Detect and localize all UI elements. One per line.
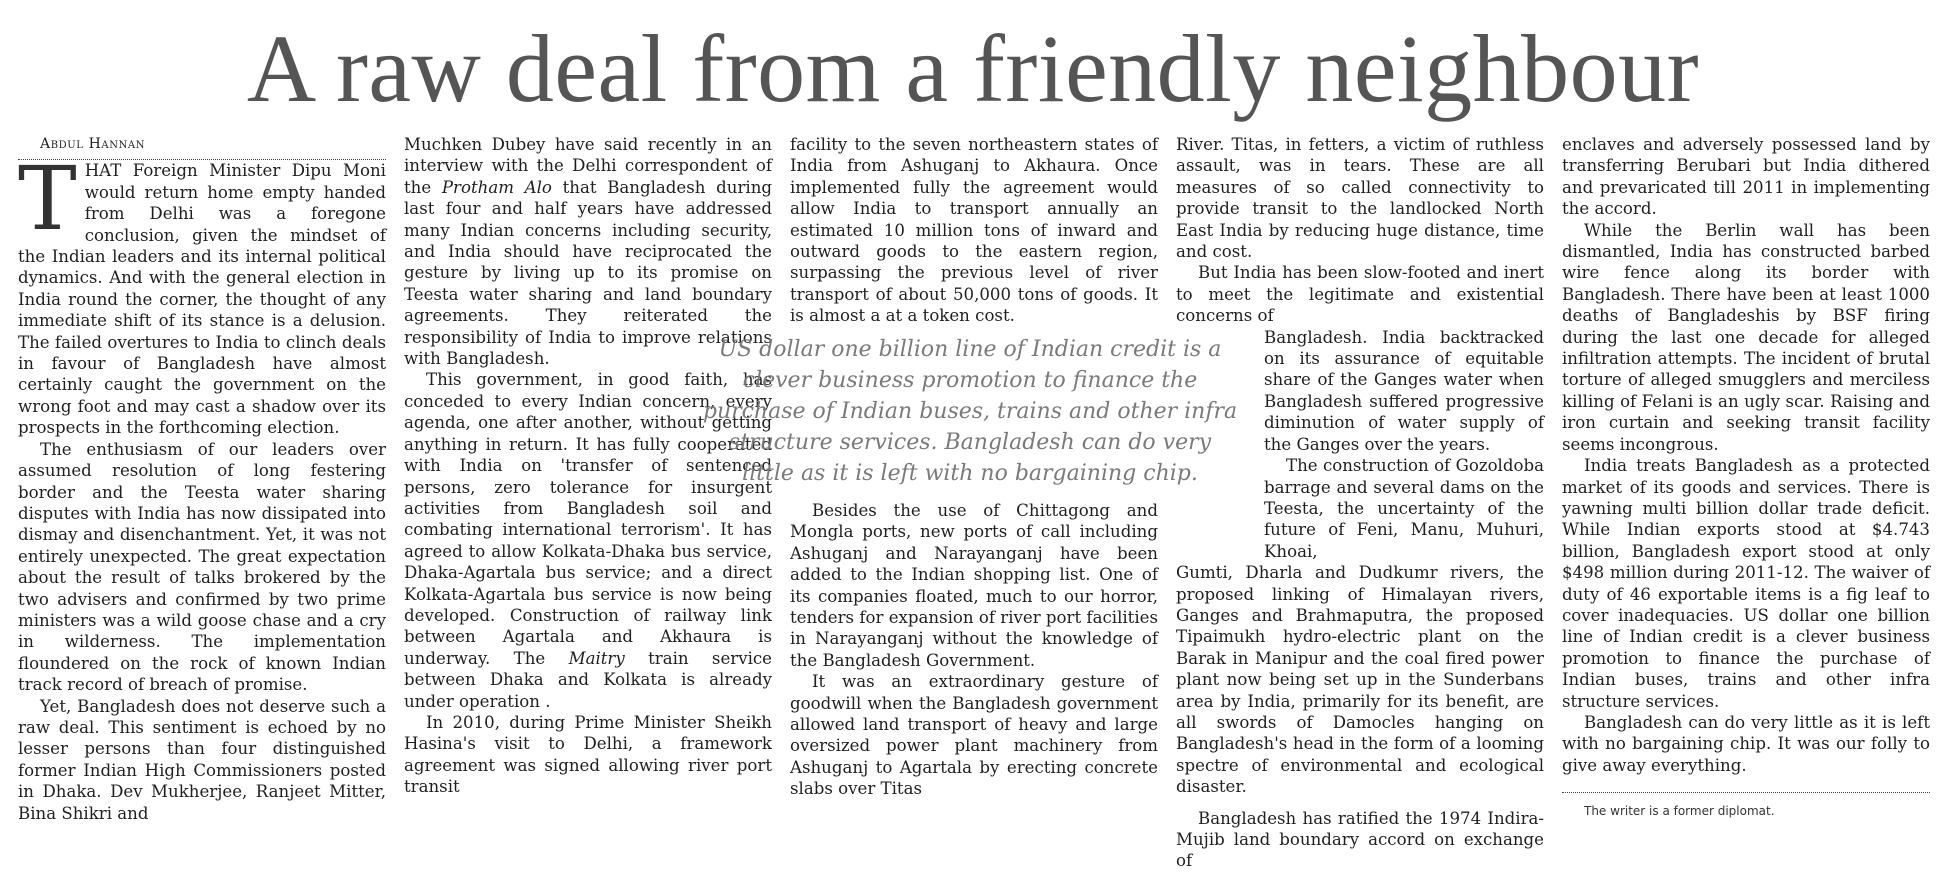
- col1-paragraph-2: The enthusiasm of our leaders over assumed resolution of long festering border and the Teesta water sharing disputes with India has now dissipated into dismay and disenchantment. Yet, it was not entirely unexpected. The great expectation about the result of talks brokered by the two advisers and confirmed by two prime ministers was a wild goose chase and a cry in wilderness. The implementation floundered on the rock of known Indian track record of breach of promise.: [18, 439, 386, 695]
- col4-paragraph-4: Bangladesh has ratified the 1974 Indira-Mujib land boundary accord on exchange of: [1176, 808, 1544, 871]
- col3-paragraph-1: facility to the seven northeastern states of India from Ashuganj to Akhaura. Once implemented fully the agreement would allow India to transport annually an estimated 10 million tons of inward and outward goods to the eastern region, surpassing the previous level of river transport of about 50,000 tons of goods. It is almost a at a token cost.: [790, 135, 1158, 326]
- col4-paragraph-2b: Bangladesh. India backtracked on its assurance of equitable share of the Ganges water when Bangladesh suffered progressive diminution of water supply of the Ganges over the years.: [1264, 327, 1544, 454]
- col4-paragraph-2a: But India has been slow-footed and inert to meet the legitimate and existential concerns of: [1176, 263, 1544, 326]
- col1-p1-text: HAT Foreign Minister Dipu Moni would return home empty handed from Delhi was a foregone conclusion, given the mindset of the Indian leaders and its internal political dynamics. And with the general election in India round the corner, the thought of any immediate shift of its stance is a delusion. The failed overtures to India to clinch deals in favour of Bangladesh have almost certainly caught the government on the wrong foot and may cast a shadow over its prospects in the forthcoming election.: [18, 161, 386, 438]
- col1-paragraph-3: Yet, Bangladesh does not deserve such a raw deal. This sentiment is echoed by no lesser persons than four distinguished former Indian High Commissioners posted in Dhaka. Dev Mukherjee, Ranjeet Mitter, Bina Shikri and: [18, 696, 386, 823]
- pull-quote: US dollar one billion line of Indian credit is a clever business promotion to finance the purchase of Indian buses, trains and other infra structure services. Bangladesh can do very little as it is left with no bargaining chip.: [702, 337, 1238, 486]
- byline: Abdul Hannan: [18, 134, 386, 160]
- col4-paragraph-3a: The construction of Gozoldoba barrage and several dams on the Teesta, the uncertainty of the future of Feni, Manu, Muhuri, Khoai,: [1264, 456, 1544, 561]
- column-4: [1176, 134, 1544, 872]
- col2-p2b: train service between Dhaka and Kolkata is already under operation .: [404, 648, 772, 711]
- col2-p1a: Muchken Dubey have said recently in an interview with the Delhi correspondent of the: [404, 135, 772, 197]
- train-name: Maitry: [568, 648, 625, 668]
- col4-paragraph-1: River. Titas, in fetters, a victim of ruthless assault, was in tears. These are all measures of so called connectivity to provide transit to the landlocked North East India by reducing huge distance, time and cost.: [1176, 135, 1544, 262]
- drop-cap: T: [18, 147, 77, 251]
- column-1: [18, 134, 386, 824]
- footnote-divider: [1562, 792, 1930, 793]
- col2-paragraph-3: In 2010, during Prime Minister Sheikh Hasina's visit to Delhi, a framework agreement was signed allowing river port transit: [404, 712, 772, 797]
- col5-paragraph-1: enclaves and adversely possessed land by transferring Berubari but India dithered and prevaricated till 2011 in implementing the accord.: [1562, 135, 1930, 219]
- column-3-top: [790, 134, 1158, 327]
- author-footnote: The writer is a former diplomat.: [1584, 804, 1775, 819]
- column-3-bottom: [790, 500, 1158, 800]
- col5-paragraph-4: Bangladesh can do very little as it is left with no bargaining chip. It was our folly to give away everything.: [1562, 712, 1930, 775]
- col5-paragraph-3: India treats Bangladesh as a protected market of its goods and services. There is yawning multi billion dollar trade deficit. While Indian exports stood at $4.743 billion, Bangladesh export stood at only $498 million during 2011-12. The waiver of duty of 46 exportable items is a fig leaf to cover inadequacies. US dollar one billion line of Indian credit is a clever business promotion to finance the purchase of Indian buses, trains and other infra structure services.: [1562, 456, 1930, 711]
- col5-paragraph-2: While the Berlin wall has been dismantled, India has constructed barbed wire fence along its border with Bangladesh. There have been at least 1000 deaths of Bangladeshis by BSF firing during the last one decade for alleged infiltration attempts. The incident of brutal torture of alleged smugglers and merciless killing of Felani is an ugly scar. Raising and iron curtain and seeking transit facility seems incongrous.: [1562, 220, 1930, 454]
- col4-paragraph-3b: Gumti, Dharla and Dudkumr rivers, the proposed linking of Himalayan rivers, Ganges and Brahmaputra, the proposed Tipaimukh hydro-electric plant on the Barak in Manipur and the coal fired power plant now being set up in the Sunderbans area by India, primarily for its benefit, are all swords of Damocles hanging on Bangladesh's head in the form of a looming spectre of environmental and ecological disaster.: [1176, 563, 1544, 797]
- col3-paragraph-3: It was an extraordinary gesture of goodwill when the Bangladesh government allowed land transport of heavy and large oversized power plant machinery from Ashuganj to Agartala by erecting concrete slabs over Titas: [790, 672, 1158, 799]
- headline: A raw deal from a friendly neighbour: [246, 15, 1700, 122]
- col1-paragraph-1: [18, 147, 386, 438]
- col2-p1b: that Bangladesh during last four and half years have addressed many Indian concerns including security, and India should have reciprocated the gesture by living up to its promise on Teesta water sharing and land boundary agreements. They reiterated the responsibility of India to improve relations with Bangladesh.: [404, 177, 772, 369]
- col2-p2a: This government, in good faith, has conceded to every Indian concern, every agenda, one after another, without getting anything in return. It has fully cooperated with India on 'transfer of sentenced persons, zero tolerance for insurgent activities from Bangladesh soil and combating international terrorism'. It has agreed to allow Kolkata-Dhaka bus service, Dhaka-Agartala bus service; and a direct Kolkata-Agartala bus service is now being developed. Construction of railway link between Agartala and Akhaura is underway. The: [404, 370, 772, 668]
- newspaper-name: Protham Alo: [441, 177, 552, 197]
- column-5: [1562, 134, 1930, 823]
- col3-paragraph-2: Besides the use of Chittagong and Mongla ports, new ports of call including Ashuganj and Narayanganj have been added to the Indian shopping list. One of its companies floated, much to our horror, tenders for expansion of river port facilities in Narayanganj without the knowledge of the Bangladesh Government.: [790, 501, 1158, 670]
